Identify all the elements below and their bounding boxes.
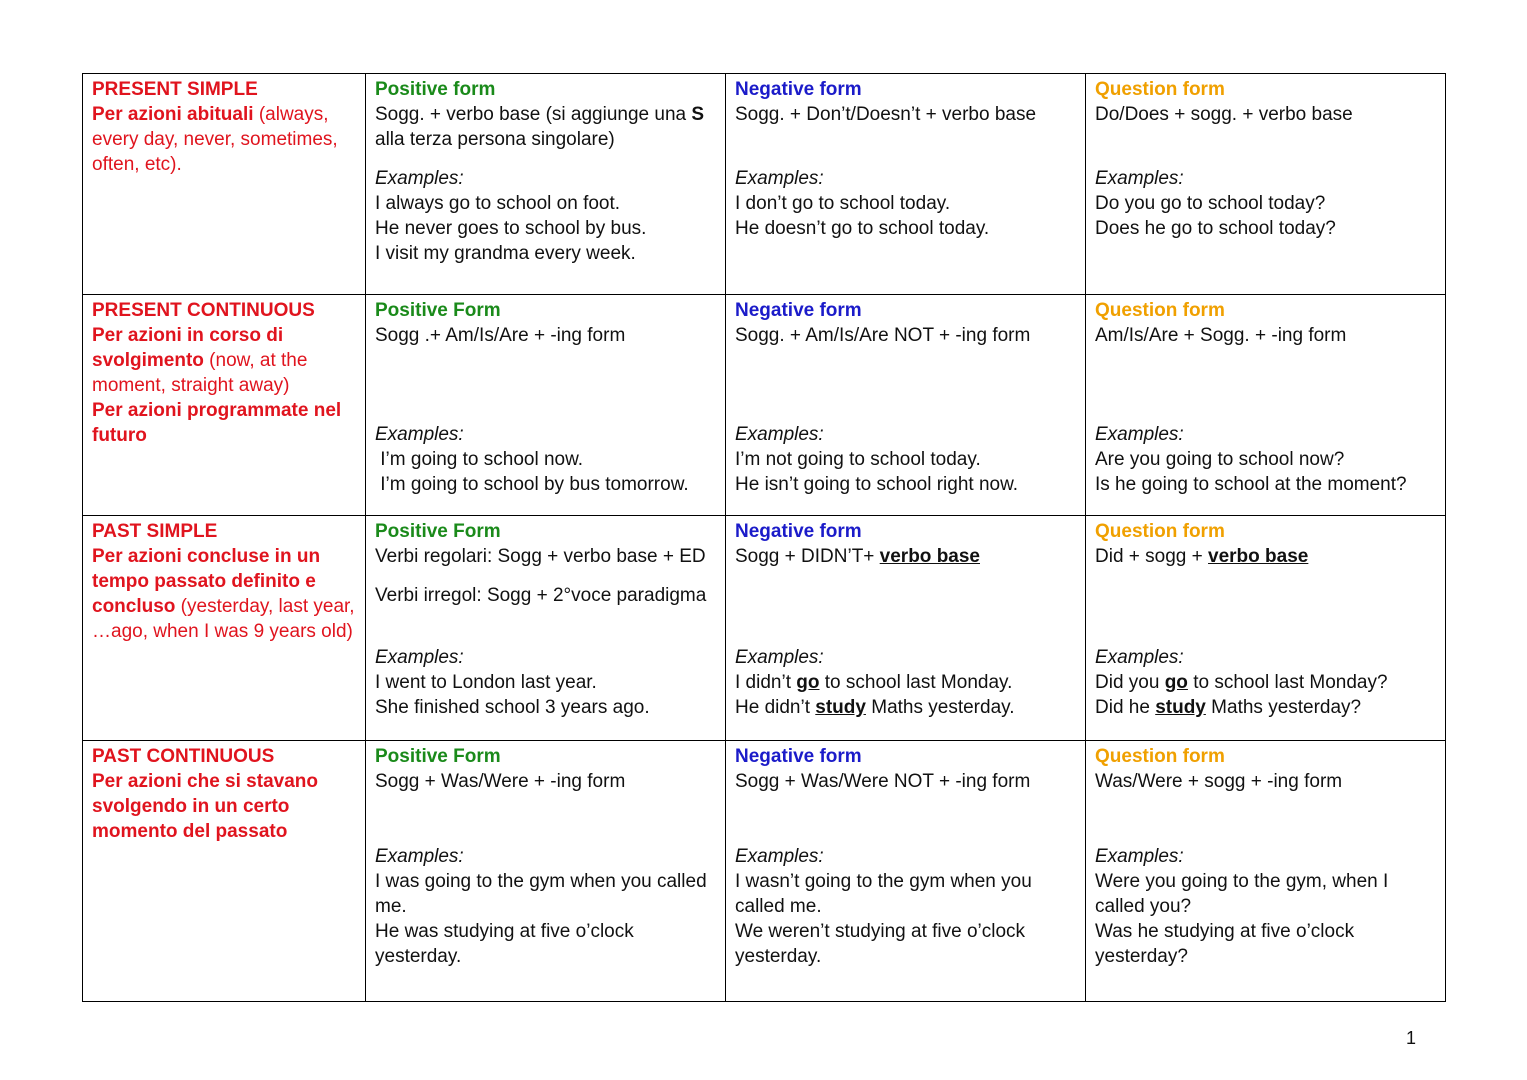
example: He isn’t going to school right now. <box>735 474 1019 495</box>
example: I was going to the gym when you called me. <box>375 871 707 917</box>
tense-usage-2: Per azioni programmate nel futuro <box>92 400 342 446</box>
examples-label: Examples: <box>735 168 824 189</box>
tense-usage: Per azioni concluse in un tempo passato definito e concluso (yesterday, last year, …ago, when I was 9 years old) <box>92 546 355 642</box>
question-form-cell <box>1086 516 1446 741</box>
question-form-rule: Did + sogg + verbo base <box>1095 546 1309 567</box>
example: Did he study Maths yesterday? <box>1095 697 1362 718</box>
tense-title: PRESENT SIMPLE <box>92 79 258 100</box>
example: I visit my grandma every week. <box>375 243 636 264</box>
positive-form-rule: Sogg .+ Am/Is/Are + -ing form <box>375 325 626 346</box>
example: Are you going to school now? <box>1095 449 1345 470</box>
tense-title: PAST SIMPLE <box>92 521 218 542</box>
example: I’m going to school by bus tomorrow. <box>375 474 689 495</box>
negative-form-rule: Sogg + Was/Were NOT + -ing form <box>735 771 1031 792</box>
question-form-rule: Am/Is/Are + Sogg. + -ing form <box>1095 325 1347 346</box>
negative-form-rule: Sogg. + Am/Is/Are NOT + -ing form <box>735 325 1031 346</box>
examples-label: Examples: <box>1095 424 1184 445</box>
negative-form-title: Negative form <box>735 746 862 767</box>
examples-label: Examples: <box>1095 647 1184 668</box>
example: He didn’t study Maths yesterday. <box>735 697 1015 718</box>
page-number: 1 <box>1406 1028 1417 1048</box>
question-form-rule: Was/Were + sogg + -ing form <box>1095 771 1343 792</box>
positive-form-title: Positive Form <box>375 521 501 542</box>
example: She finished school 3 years ago. <box>375 697 650 718</box>
tense-usage: Per azioni abituali (always, every day, never, sometimes, often, etc). <box>92 104 338 175</box>
examples-label: Examples: <box>1095 168 1184 189</box>
negative-form-title: Negative form <box>735 79 862 100</box>
example: Did you go to school last Monday? <box>1095 672 1388 693</box>
positive-form-title: Positive form <box>375 79 496 100</box>
tense-cell <box>83 741 366 1002</box>
example: We weren’t studying at five o’clock yesterday. <box>735 921 1026 967</box>
question-form-title: Question form <box>1095 521 1225 542</box>
table-row-past-continuous <box>83 741 1446 1002</box>
examples-label: Examples: <box>735 647 824 668</box>
question-form-rule: Do/Does + sogg. + verbo base <box>1095 104 1353 125</box>
positive-form-cell <box>366 516 726 741</box>
example: He doesn’t go to school today. <box>735 218 990 239</box>
negative-form-title: Negative form <box>735 521 862 542</box>
examples-label: Examples: <box>375 846 464 867</box>
positive-form-cell <box>366 295 726 516</box>
examples-label: Examples: <box>1095 846 1184 867</box>
examples-label: Examples: <box>375 647 464 668</box>
negative-form-title: Negative form <box>735 300 862 321</box>
positive-form-title: Positive Form <box>375 746 501 767</box>
example: I wasn’t going to the gym when you called me. <box>735 871 1032 917</box>
tense-cell <box>83 516 366 741</box>
tense-title: PAST CONTINUOUS <box>92 746 275 767</box>
example: I’m not going to school today. <box>735 449 981 470</box>
positive-form-cell <box>366 741 726 1002</box>
example: I went to London last year. <box>375 672 597 693</box>
examples-label: Examples: <box>735 424 824 445</box>
examples-label: Examples: <box>735 846 824 867</box>
example: I’m going to school now. <box>375 449 584 470</box>
positive-form-rule: Sogg. + verbo base (si aggiunge una S alla terza persona singolare) <box>375 104 705 150</box>
negative-form-cell <box>726 74 1086 295</box>
example: Were you going to the gym, when I called you? <box>1095 871 1389 917</box>
question-form-cell <box>1086 741 1446 1002</box>
examples-label: Examples: <box>375 424 464 445</box>
example: Do you go to school today? <box>1095 193 1326 214</box>
negative-form-cell <box>726 741 1086 1002</box>
examples-label: Examples: <box>375 168 464 189</box>
example: Does he go to school today? <box>1095 218 1336 239</box>
tense-title: PRESENT CONTINUOUS <box>92 300 315 321</box>
positive-form-rule: Sogg + Was/Were + -ing form <box>375 771 626 792</box>
positive-form-title: Positive Form <box>375 300 501 321</box>
question-form-cell <box>1086 74 1446 295</box>
example: He never goes to school by bus. <box>375 218 647 239</box>
question-form-cell <box>1086 295 1446 516</box>
positive-form-rule: Verbi regolari: Sogg + verbo base + ED <box>375 546 706 567</box>
tense-cell <box>83 74 366 295</box>
example: I don’t go to school today. <box>735 193 951 214</box>
negative-form-cell <box>726 516 1086 741</box>
question-form-title: Question form <box>1095 300 1225 321</box>
example: Was he studying at five o’clock yesterday? <box>1095 921 1355 967</box>
tense-usage: Per azioni in corso di svolgimento (now, at the moment, straight away) <box>92 325 308 396</box>
positive-form-cell <box>366 74 726 295</box>
table-row-present-continuous <box>83 295 1446 516</box>
table-row-present-simple <box>83 74 1446 295</box>
negative-form-cell <box>726 295 1086 516</box>
example: I didn’t go to school last Monday. <box>735 672 1013 693</box>
example: He was studying at five o’clock yesterday. <box>375 921 634 967</box>
tense-usage: Per azioni che si stavano svolgendo in un certo momento del passato <box>92 771 318 842</box>
example: Is he going to school at the moment? <box>1095 474 1407 495</box>
negative-form-rule: Sogg. + Don’t/Doesn’t + verbo base <box>735 104 1037 125</box>
table-row-past-simple <box>83 516 1446 741</box>
question-form-title: Question form <box>1095 79 1225 100</box>
tense-cell <box>83 295 366 516</box>
question-form-title: Question form <box>1095 746 1225 767</box>
tenses-table <box>82 73 1446 1002</box>
negative-form-rule: Sogg + DIDN’T+ verbo base <box>735 546 980 567</box>
example: I always go to school on foot. <box>375 193 621 214</box>
positive-form-rule-irregular: Verbi irregol: Sogg + 2°voce paradigma <box>375 585 707 606</box>
